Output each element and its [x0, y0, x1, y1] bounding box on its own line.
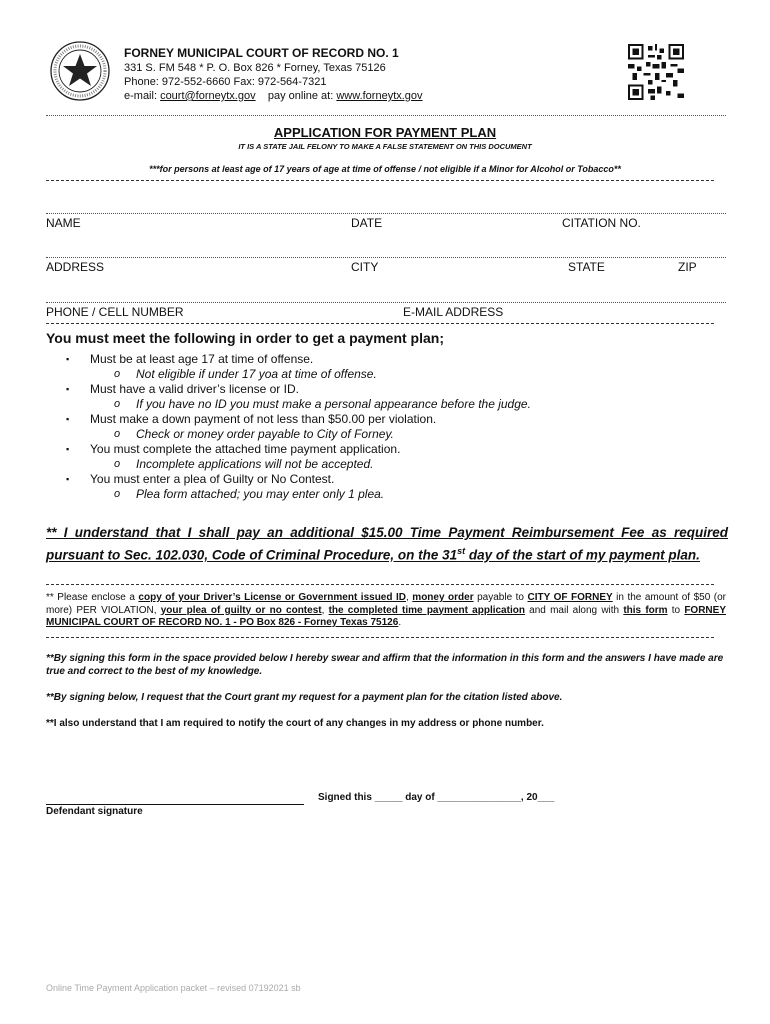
- footer-note: Online Time Payment Application packet – revised 07192021 sb: [46, 983, 301, 993]
- date-label: DATE: [351, 216, 383, 230]
- enclosure-instructions: ** Please enclose a copy of your Driver’s License or Government issued ID, money order payable to CITY OF FORNEY in the amount of $50 (or more) PER VIOLATION, your plea of guilty or no contest, the completed time payment application and mail along with this form to FORNEY MUNICIPAL COURT OF RECORD NO. 1 - PO Box 826 - Forney Texas 75126.: [46, 592, 726, 628]
- swear-statement: **By signing this form in the space provided below I hereby swear and affirm that the information in this form and the answers I have made are true and correct to the best of my knowledge.: [46, 653, 724, 677]
- bullet-icon: ▪: [66, 414, 70, 424]
- form-title: APPLICATION FOR PAYMENT PLAN: [273, 125, 497, 140]
- signed-date-line[interactable]: Signed this _____ day of _______________, 20___: [318, 792, 555, 803]
- section-divider: [46, 584, 714, 585]
- bullet-icon: ▪: [66, 384, 70, 394]
- age-eligibility-note: ***for persons at least age of 17 years of age at time of offense / not eligible if a Minor for Alcohol or Tobacco**: [149, 164, 621, 174]
- list-sub-item: o Check or money order payable to City of Forney.: [114, 427, 394, 441]
- city-label: CITY: [351, 260, 379, 274]
- name-line[interactable]: [46, 213, 726, 214]
- address-line[interactable]: [46, 257, 726, 258]
- list-sub-item: o Not eligible if under 17 yoa at time of offense.: [114, 367, 377, 381]
- phone-line[interactable]: [46, 302, 726, 303]
- signature-label: Defendant signature: [46, 806, 143, 817]
- section-divider: [46, 323, 714, 324]
- signature-line[interactable]: [46, 804, 304, 805]
- list-item: ▪ Must be at least age 17 at time of offense.: [66, 352, 314, 366]
- zip-label: ZIP: [678, 260, 697, 274]
- bullet-icon: ▪: [66, 354, 70, 364]
- citation-label: CITATION NO.: [562, 216, 641, 230]
- list-item: ▪ Must make a down payment of not less than $50.00 per violation.: [66, 412, 437, 426]
- bullet-icon: ▪: [66, 444, 70, 454]
- website-link[interactable]: www.forneytx.gov: [336, 90, 423, 102]
- requirements-list: [66, 352, 531, 502]
- court-name: FORNEY MUNICIPAL COURT OF RECORD NO. 1: [124, 46, 399, 60]
- qr-code-icon: [628, 44, 684, 100]
- fee-acknowledgement: ** I understand that I shall pay an additional $15.00 Time Payment Reimbursement Fee as required pursuant to Sec. 102.030, Code of Criminal Procedure, on the 31st day of the start of my payment plan.: [46, 525, 728, 563]
- circle-bullet-icon: o: [114, 488, 121, 500]
- section-divider: [46, 180, 714, 181]
- list-sub-item: o Incomplete applications will not be accepted.: [114, 457, 374, 471]
- address-label: ADDRESS: [46, 260, 105, 274]
- section-divider: [46, 637, 714, 638]
- list-item: ▪ Must have a valid driver’s license or ID.: [66, 382, 299, 396]
- header-divider: [46, 115, 726, 116]
- bullet-icon: ▪: [66, 474, 70, 484]
- notify-statement: **I also understand that I am required to notify the court of any changes in my address or phone number.: [46, 718, 544, 729]
- phone-label: PHONE / CELL NUMBER: [46, 305, 184, 319]
- email-link[interactable]: court@forneytx.gov: [160, 90, 256, 102]
- court-contact-line: [124, 90, 423, 102]
- city-seal-icon: [50, 40, 110, 102]
- circle-bullet-icon: o: [114, 428, 121, 440]
- list-sub-item: o Plea form attached; you may enter only 1 plea.: [114, 487, 385, 501]
- grant-request-statement: **By signing below, I request that the Court grant my request for a payment plan for the citation listed above.: [46, 692, 563, 703]
- court-address: 331 S. FM 548 * P. O. Box 826 * Forney, Texas 75126: [124, 62, 386, 74]
- list-sub-item: o If you have no ID you must make a personal appearance before the judge.: [114, 397, 531, 411]
- name-label: NAME: [46, 216, 81, 230]
- requirements-heading: You must meet the following in order to get a payment plan;: [46, 330, 444, 346]
- list-item: ▪ You must complete the attached time payment application.: [66, 442, 401, 456]
- email-address-label: E-MAIL ADDRESS: [403, 305, 504, 319]
- circle-bullet-icon: o: [114, 368, 121, 380]
- court-phone-fax: Phone: 972-552-6660 Fax: 972-564-7321: [124, 76, 327, 88]
- circle-bullet-icon: o: [114, 398, 121, 410]
- pay-online-label: pay online at:: [267, 90, 337, 102]
- list-item: ▪ You must enter a plea of Guilty or No Contest.: [66, 472, 335, 486]
- circle-bullet-icon: o: [114, 458, 121, 470]
- felony-warning: IT IS A STATE JAIL FELONY TO MAKE A FALSE STATEMENT ON THIS DOCUMENT: [238, 142, 532, 151]
- email-label: e-mail:: [124, 90, 161, 102]
- state-label: STATE: [568, 260, 605, 274]
